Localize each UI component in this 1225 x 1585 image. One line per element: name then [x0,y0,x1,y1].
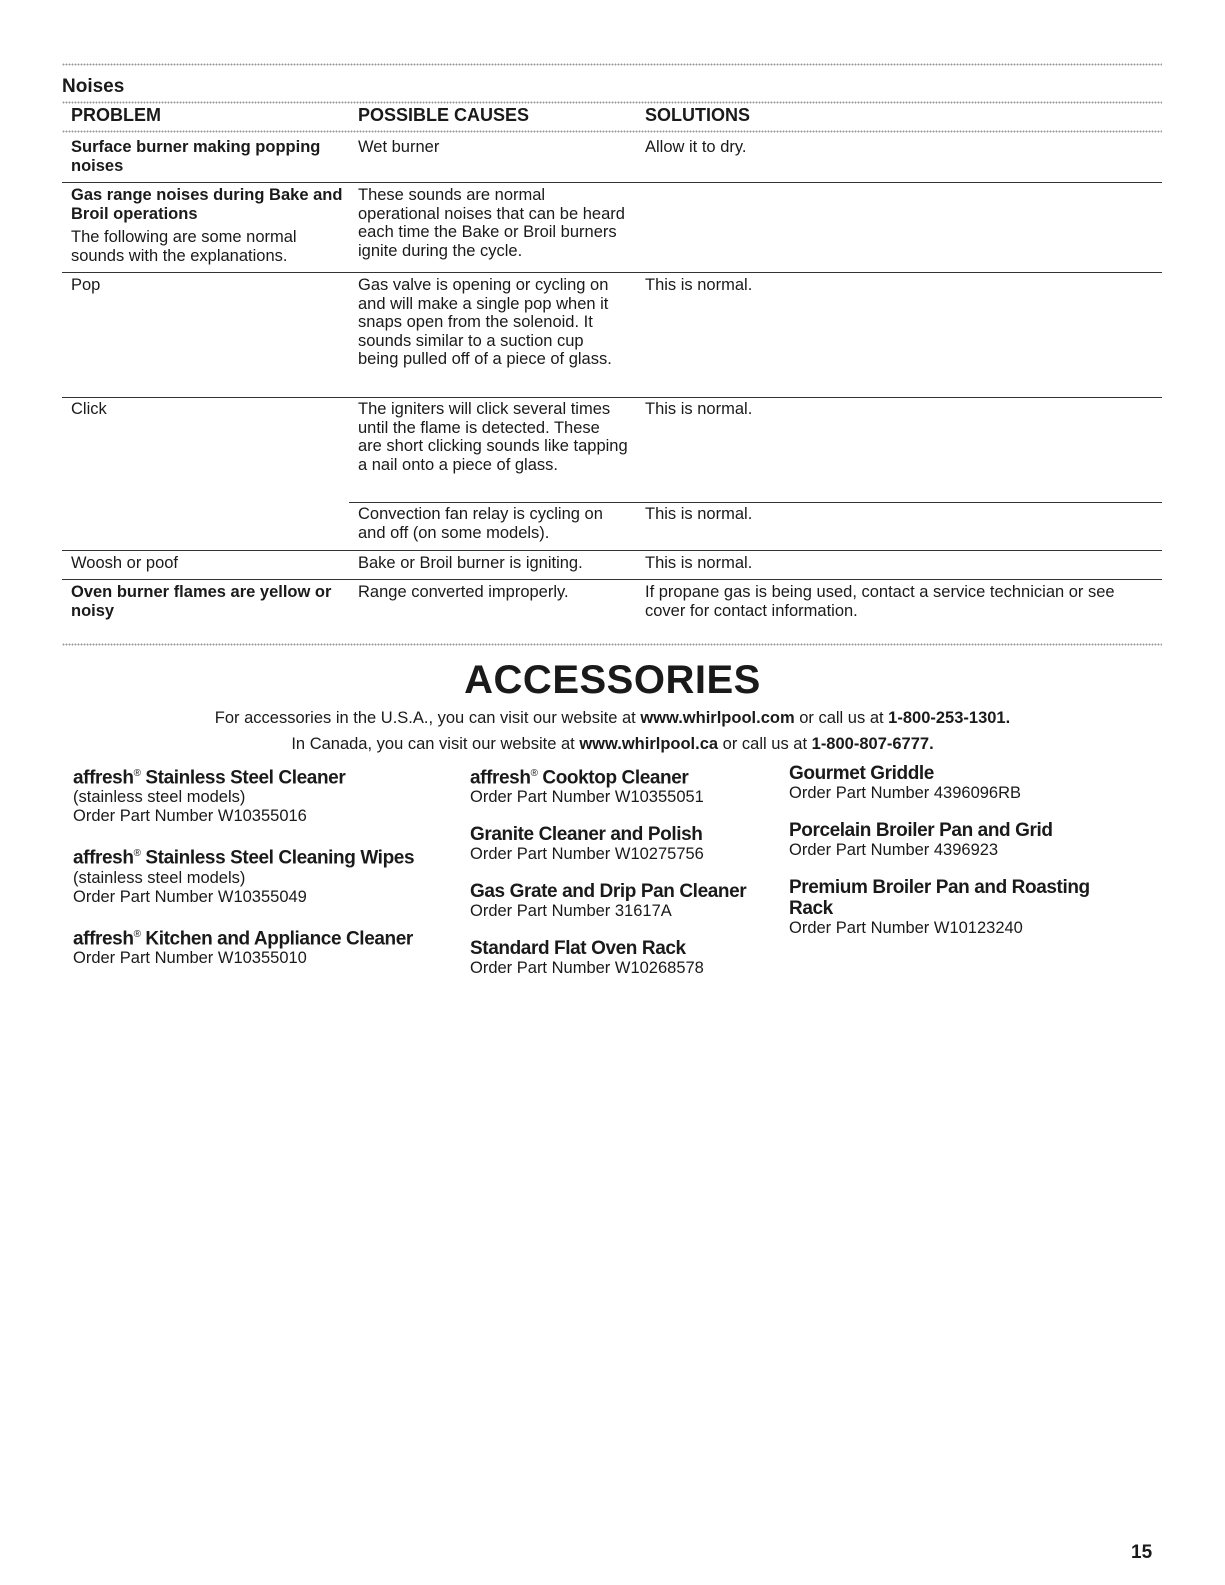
website-link-us[interactable]: www.whirlpool.com [640,709,795,727]
row-0-solution: Allow it to dry. [645,138,747,156]
brand-name: affresh [73,847,134,869]
accessory-name: Gas Grate and Drip Pan Cleaner [470,881,747,903]
intro-ca-text: In Canada, you can visit our website at [291,735,580,753]
row-6-cause: Range converted improperly. [358,583,569,601]
accessory-name: Granite Cleaner and Polish [470,824,703,846]
accessory-name: Premium Broiler Pan and Roasting Rack [789,877,1090,919]
registered-mark: ® [133,848,141,860]
accessory-name [470,763,780,788]
part-number: Order Part Number 4396923 [789,841,999,859]
brand-name: affresh [470,767,531,789]
row-4-cause: Convection fan relay is cycling on and off (on some models). [358,505,603,542]
part-number: Order Part Number 31617A [470,902,672,921]
part-number: Order Part Number W10123240 [789,919,1023,937]
part-number: Order Part Number 4396096RB [789,784,1022,802]
row-3-problem: Click [71,400,107,418]
accessory-name [73,924,453,949]
website-link-ca[interactable]: www.whirlpool.ca [579,735,719,753]
accessory-item [470,938,780,978]
table-header [62,105,1162,129]
brand-name: affresh [73,927,134,949]
intro-us-text: For accessories in the U.S.A., you can visit our website at [214,709,641,727]
part-number: Order Part Number W10355010 [73,948,307,967]
accessory-item [73,843,453,906]
product-name: Kitchen and Appliance Cleaner [140,927,413,949]
row-6-problem: Oven burner flames are yellow or noisy [71,583,332,620]
intro-ca-text-mid: or call us at [718,735,812,753]
accessory-note: (stainless steel models) [73,788,246,807]
row-divider [62,182,1162,183]
row-divider [62,272,1162,273]
row-3-cause: The igniters will click several times until the flame is detected. These are short clicking sounds like tapping a nail onto a piece of glass. [358,400,628,474]
row-4-solution: This is normal. [645,505,753,523]
part-number: Order Part Number W10355016 [73,807,307,826]
table-bottom-divider [62,643,1162,646]
section-title-accessories: ACCESSORIES [464,658,761,702]
header-solutions: SOLUTIONS [645,105,751,125]
row-1-problem: Gas range noises during Bake and Broil operations [71,186,343,223]
registered-mark: ® [530,768,538,779]
row-1-cause: These sounds are normal operational noises that can be heard each time the Bake or Broil burners ignite during the cycle. [358,186,625,260]
part-number: Order Part Number W10355051 [470,788,704,807]
accessories-column-2 [470,763,780,995]
row-divider [62,579,1162,580]
phone-us: 1-800-253-1301. [888,709,1011,727]
accessory-name [73,763,453,788]
row-2-solution: This is normal. [645,276,753,294]
accessory-name: Porcelain Broiler Pan and Grid [789,820,1053,841]
row-5-problem: Woosh or poof [71,554,179,572]
intro-us-text-mid: or call us at [794,709,889,727]
accessory-note: (stainless steel models) [73,868,246,887]
product-name: Cooktop Cleaner [537,767,689,789]
header-possible-causes: POSSIBLE CAUSES [358,105,530,125]
part-number: Order Part Number W10275756 [470,845,704,864]
intro-us [0,709,1225,728]
row-2-cause: Gas valve is opening or cycling on and will make a single pop when it snaps open from the solenoid. It sounds similar to a suction cup being pulled off of a piece of glass. [358,276,612,369]
row-6-solution: If propane gas is being used, contact a service technician or see cover for contact information. [645,583,1115,620]
sub-row-divider [349,502,1162,503]
intro-canada [0,735,1225,754]
page-number: 15 [1131,1542,1153,1563]
accessory-item [470,881,780,921]
accessory-name: Standard Flat Oven Rack [470,938,686,960]
product-name: Stainless Steel Cleaning Wipes [140,847,415,869]
brand-name: affresh [73,767,134,789]
row-5-cause: Bake or Broil burner is igniting. [358,554,583,572]
header-top-divider [62,101,1162,104]
accessory-name [73,843,453,868]
row-3-solution: This is normal. [645,400,753,418]
accessory-item [789,820,1119,860]
row-divider [62,550,1162,551]
part-number: Order Part Number W10268578 [470,959,704,978]
registered-mark: ® [133,768,141,779]
accessories-column-3 [789,763,1119,955]
accessory-name: Gourmet Griddle [789,763,934,784]
row-0-cause: Wet burner [358,138,440,156]
accessories-column-1 [73,763,453,985]
accessory-item [470,824,780,864]
accessory-item [789,877,1119,938]
accessory-item [470,763,780,807]
accessory-item [73,763,453,826]
phone-ca: 1-800-807-6777. [811,735,934,753]
section-title-noises: Noises [62,76,125,97]
header-problem: PROBLEM [71,105,161,125]
registered-mark: ® [133,928,141,940]
part-number: Order Part Number W10355049 [73,887,307,906]
row-2-problem: Pop [71,276,101,294]
header-bottom-divider [62,130,1162,133]
row-0-problem: Surface burner making popping noises [71,138,321,175]
accessory-item [73,924,453,968]
top-divider [62,63,1162,66]
accessory-item [789,763,1119,803]
row-1-problem-note: The following are some normal sounds with the explanations. [71,228,297,265]
row-5-solution: This is normal. [645,554,753,572]
row-divider [62,397,1162,398]
product-name: Stainless Steel Cleaner [140,767,346,789]
